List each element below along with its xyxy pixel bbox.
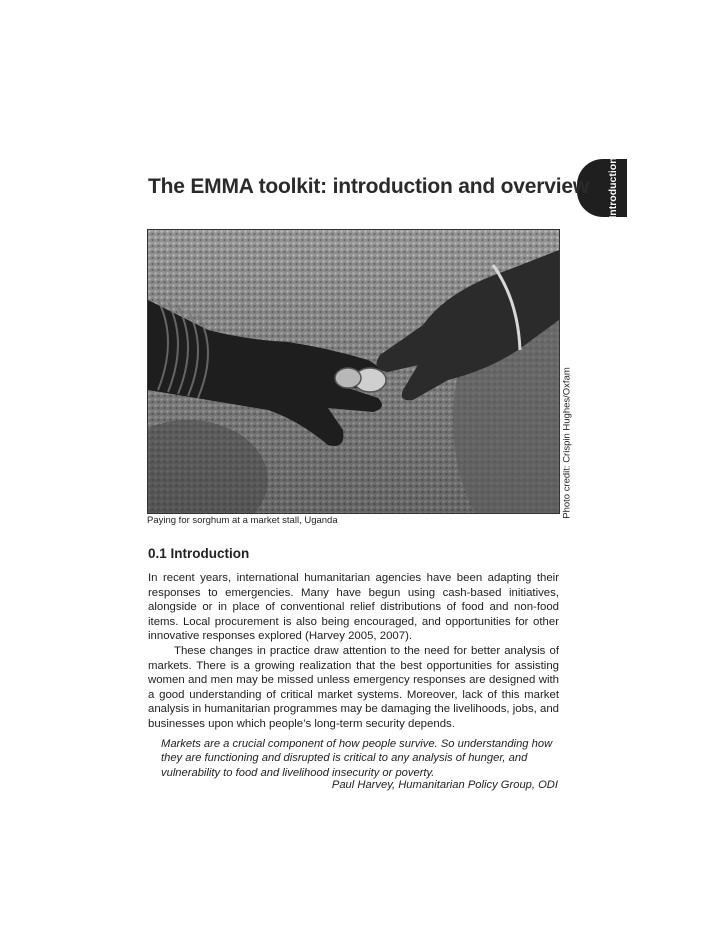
photo-caption: Paying for sorghum at a market stall, Uganda [147,515,338,526]
pull-quote: Markets are a crucial component of how people survive. So understanding how they are functioning and disrupted is critical to any analysis of hunger, and vulnerability to food and livelihood insecurity or poverty. [161,738,553,779]
intro-paragraph-2: These changes in practice draw attention to the need for better analysis of markets. There is a growing realization that the best opportunities for assisting women and men may be missed unless emergency responses are designed with a good understanding of critical market systems. Moreover, lack of this market analysis in humanitarian programmes may be damaging the livelihoods, jobs, and businesses upon which people’s long-term security depends. [148,645,559,730]
section-heading: 0.1 Introduction [148,546,250,561]
intro-paragraph-1: In recent years, international humanitarian agencies have been adapting their responses to emergencies. Many have begun using cash-based initiatives, alongside or in place of conventional relief distributions of food and non-food items. Local procurement is also being encouraged, and opportunities for other innovative responses explored (Harvey 2005, 2007). [148,572,559,643]
photo-credit: Photo credit: Crispin Hughes/Oxfam [561,367,573,519]
market-photo [147,229,560,514]
section-tab-label: Introduction [607,157,619,219]
page-title: The EMMA toolkit: introduction and overview [148,175,589,198]
photo-illustration [148,230,559,513]
quote-attribution: Paul Harvey, Humanitarian Policy Group, ODI [331,779,558,791]
